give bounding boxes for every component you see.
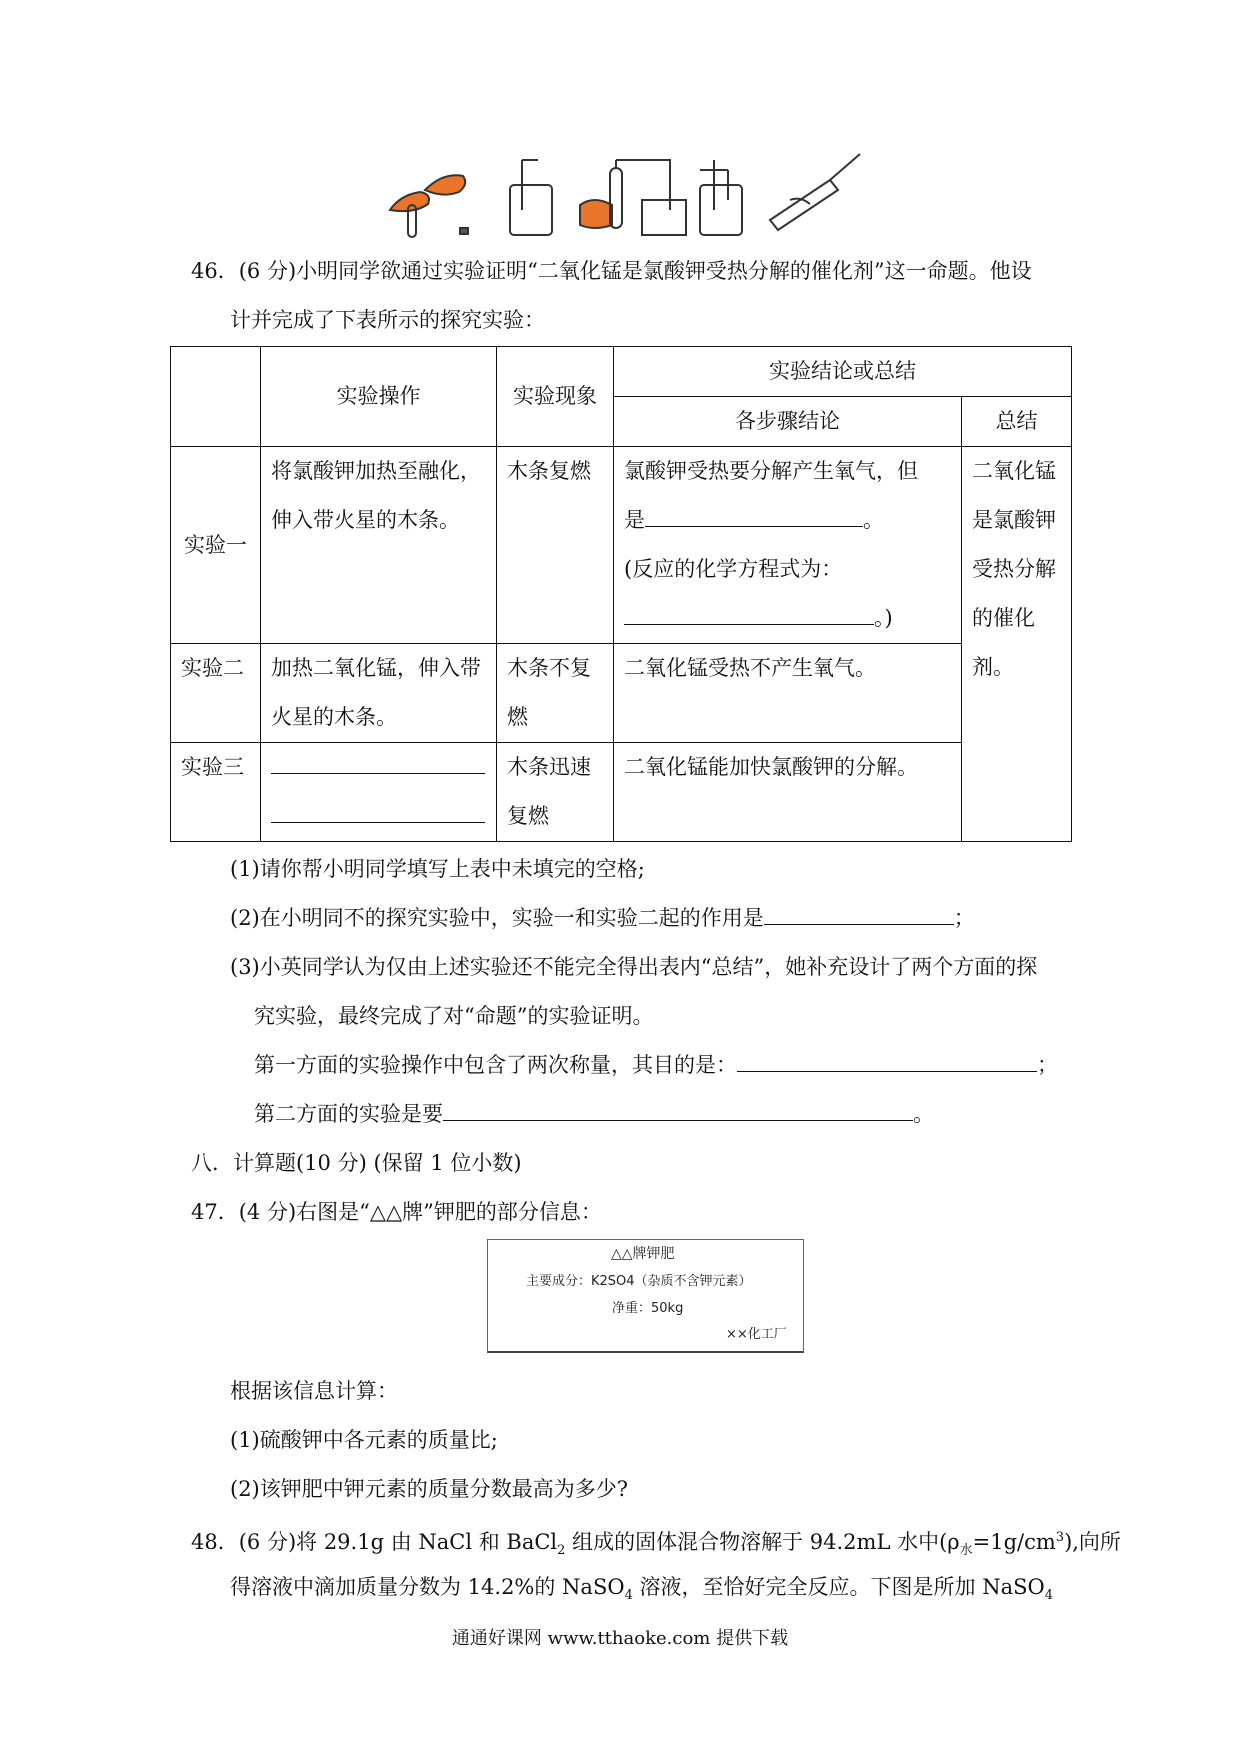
question-1: (1)请你帮小明同学填写上表中未填完的空格; bbox=[230, 857, 645, 881]
row-name: 实验二 bbox=[171, 644, 261, 743]
answer-blank[interactable] bbox=[764, 904, 954, 925]
summary-line: 剂。 bbox=[972, 655, 1014, 679]
q48-stem-line1 bbox=[191, 1523, 1121, 1566]
question-3-line4 bbox=[254, 1099, 934, 1129]
phenomenon-line: 燃 bbox=[507, 705, 528, 729]
equation-blank[interactable] bbox=[624, 604, 874, 625]
phenomenon-cell bbox=[497, 644, 614, 743]
operation-line: 加热二氧化锰，伸入带 bbox=[271, 656, 481, 680]
summary-line: 受热分解 bbox=[972, 557, 1056, 581]
q48-stem-line2 bbox=[230, 1572, 1053, 1611]
table-row bbox=[171, 447, 1072, 644]
test-tube-with-hand-icon bbox=[580, 160, 686, 235]
pouring-reagent-icon bbox=[390, 175, 468, 237]
table-row bbox=[171, 743, 1072, 842]
table-corner-cell bbox=[171, 347, 261, 447]
phenomenon-line: 复燃 bbox=[507, 804, 549, 828]
summary-line: 二氧化锰 bbox=[972, 459, 1056, 483]
conclusion-cell: 二氧化锰受热不产生氧气。 bbox=[614, 644, 962, 743]
section-8-heading: 八．计算题(10 分) (保留 1 位小数) bbox=[191, 1151, 522, 1175]
q48-text: 得溶液中滴加质量分数为 14.2%的 NaSO bbox=[230, 1575, 625, 1599]
conclusion-text: 。) bbox=[874, 606, 893, 630]
table-row bbox=[171, 644, 1072, 743]
q46-stem-line2: 计并完成了下表所示的探究实验： bbox=[230, 308, 545, 332]
q48-text: 组成的固体混合物溶解于 94.2mL 水中(ρ bbox=[565, 1530, 960, 1554]
summary-cell bbox=[962, 447, 1072, 842]
header-operation: 实验操作 bbox=[261, 347, 497, 447]
header-conclusion: 实验结论或总结 bbox=[614, 347, 1072, 397]
label-maker: ××化工厂 bbox=[726, 1327, 787, 1342]
question-text: (2)在小明同不的探究实验中，实验一和实验二起的作用是 bbox=[230, 906, 764, 930]
q47-sub2: (2)该钾肥中钾元素的质量分数最高为多少? bbox=[230, 1477, 629, 1501]
header-phenomenon: 实验现象 bbox=[497, 347, 614, 447]
operation-cell bbox=[261, 447, 497, 644]
operation-line bbox=[271, 743, 486, 792]
answer-blank[interactable] bbox=[737, 1051, 1037, 1072]
phenomenon-line: 木条迅速 bbox=[507, 755, 591, 779]
gas-bottle-icon bbox=[510, 160, 552, 235]
page-footer: 通通好课网 www.tthaoke.com 提供下载 bbox=[451, 1628, 789, 1649]
lab-apparatus-illustration bbox=[370, 150, 910, 240]
question-3-line3 bbox=[254, 1050, 1058, 1080]
q48-subscript: 4 bbox=[1044, 1588, 1053, 1604]
question-text: ； bbox=[953, 906, 975, 930]
label-net-weight: 净重：50kg bbox=[612, 1301, 684, 1316]
header-summary: 总结 bbox=[962, 397, 1072, 447]
dropper-test-tube-icon bbox=[770, 154, 860, 230]
operation-line: 伸入带火星的木条。 bbox=[271, 508, 460, 532]
conclusion-text: 。 bbox=[863, 508, 884, 532]
question-2 bbox=[230, 903, 975, 933]
header-step-conclusion: 各步骤结论 bbox=[614, 397, 962, 447]
operation-cell bbox=[261, 743, 497, 842]
question-3-line1: (3)小英同学认为仅由上述实验还不能完全得出表内“总结”，她补充设计了两个方面的探 bbox=[230, 955, 1038, 979]
row-name: 实验一 bbox=[171, 447, 261, 644]
answer-blank[interactable] bbox=[443, 1100, 913, 1121]
conclusion-line: 氯酸钾受热要分解产生氧气，但 bbox=[624, 459, 918, 483]
phenomenon-line: 木条不复 bbox=[507, 656, 591, 680]
label-title: △△牌钾肥 bbox=[611, 1246, 675, 1262]
q47-sub1: (1)硫酸钾中各元素的质量比; bbox=[230, 1428, 498, 1452]
q47-calc-intro: 根据该信息计算： bbox=[230, 1379, 398, 1403]
operation-line bbox=[271, 792, 486, 841]
question-text: 第二方面的实验是要 bbox=[254, 1102, 443, 1126]
question-text: 第一方面的实验操作中包含了两次称量，其目的是： bbox=[254, 1053, 737, 1077]
operation-cell bbox=[261, 644, 497, 743]
answer-blank[interactable] bbox=[645, 506, 863, 527]
experiment-table bbox=[170, 346, 1072, 842]
conclusion-text: 是 bbox=[624, 508, 645, 532]
gas-bottle-icon bbox=[700, 160, 742, 235]
phenomenon-cell: 木条复燃 bbox=[497, 447, 614, 644]
q48-subscript: 2 bbox=[557, 1543, 566, 1559]
q48-text: =1g/cm bbox=[972, 1530, 1056, 1554]
conclusion-cell: 二氧化锰能加快氯酸钾的分解。 bbox=[614, 743, 962, 842]
operation-blank[interactable] bbox=[271, 753, 485, 774]
row-name: 实验三 bbox=[171, 743, 261, 842]
summary-line: 是氯酸钾 bbox=[972, 508, 1056, 532]
fertilizer-label-image bbox=[487, 1239, 804, 1353]
conclusion-line bbox=[624, 594, 951, 643]
q48-subscript: 水 bbox=[959, 1543, 973, 1559]
q48-superscript: 3 bbox=[1055, 1530, 1065, 1545]
operation-line: 将氯酸钾加热至融化， bbox=[271, 459, 481, 483]
conclusion-line bbox=[624, 496, 951, 545]
operation-line: 火星的木条。 bbox=[271, 705, 397, 729]
label-composition: 主要成分：K2SO4（杂质不含钾元素） bbox=[526, 1274, 752, 1289]
conclusion-cell bbox=[614, 447, 962, 644]
question-text: ； bbox=[1037, 1053, 1058, 1077]
question-text: 。 bbox=[913, 1102, 934, 1126]
question-3-line2: 究实验，最终完成了对“命题”的实验证明。 bbox=[254, 1004, 654, 1028]
operation-blank[interactable] bbox=[271, 802, 485, 823]
q46-stem-line1: 46．(6 分)小明同学欲通过实验证明“二氧化锰是氯酸钾受热分解的催化剂”这一命题。他设 bbox=[191, 259, 1032, 283]
q48-subscript: 4 bbox=[624, 1588, 633, 1604]
q48-text: ),向所 bbox=[1064, 1530, 1121, 1554]
q48-text: 溶液，至恰好完全反应。下图是所加 NaSO bbox=[632, 1575, 1045, 1599]
q47-stem: 47．(4 分)右图是“△△牌”钾肥的部分信息： bbox=[191, 1200, 602, 1224]
phenomenon-cell bbox=[497, 743, 614, 842]
conclusion-line: (反应的化学方程式为： bbox=[624, 557, 843, 581]
summary-line: 的催化 bbox=[972, 606, 1035, 630]
q48-text: 48．(6 分)将 29.1g 由 NaCl 和 BaCl bbox=[191, 1530, 558, 1554]
